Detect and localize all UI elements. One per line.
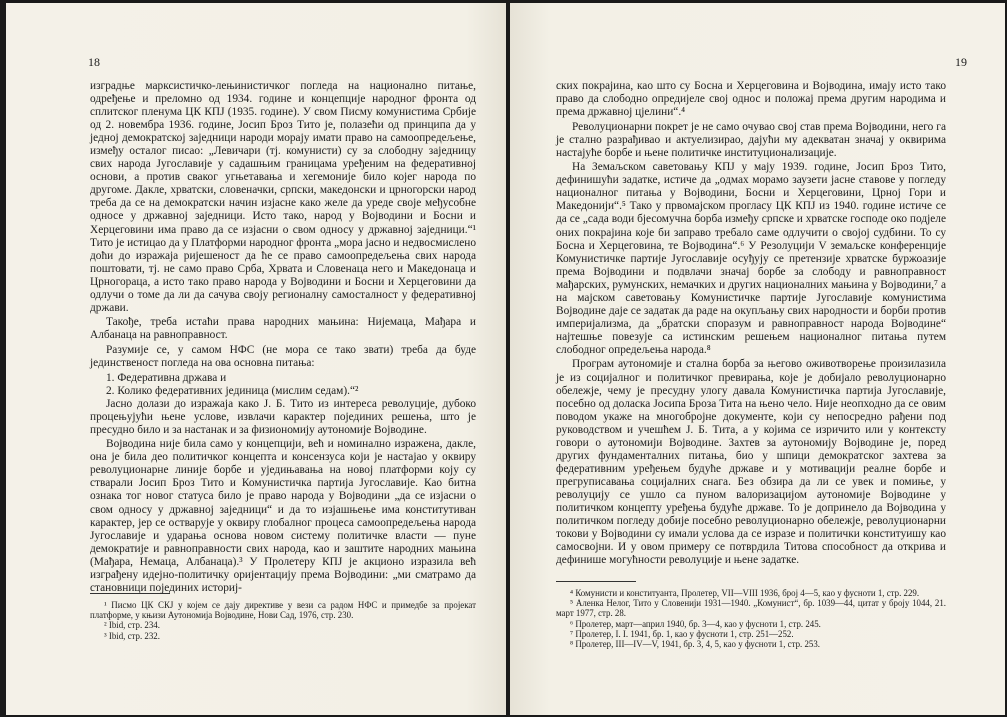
footnote: ⁴ Комунисти и конституанта, Пролетер, VII—VIII 1936, број 4—5, као у фуснoти 1, стр. 229. (570, 588, 920, 598)
left-footnotes (90, 593, 476, 641)
footnote: ³ Ibid, стр. 232. (104, 630, 160, 641)
paragraph: Јасно долази до изражаја како J. Б. Тито из интереса револуције, дубоко процењујући њене услове, извлачи карактер појединих решења, што је пресудно било и за настанак и за физиономију аутономије Војводине. (90, 397, 476, 436)
paragraph: Такође, треба истаћи права народних мањина: Нијемаца, Мађара и Албанаца на равноправност. (90, 316, 476, 342)
footnote: ⁵ Аленка Нелог, Тито у Словенији 1931—1940. „Комунист“, бр. 1039—44, цитат у броју 1044, 21. март 1977, стр. 28. (556, 598, 946, 619)
footnote: ⁷ Пролетер, I. I. 1941, бр. 1, као у фуснoти 1, стр. 251—252. (570, 628, 794, 639)
footnote-rule (556, 581, 636, 582)
paragraph: Револуционарни покрет је не само очувао свој став према Војводини, него га је стално разрађивао и актуелизирао, дајући му адекватан значај у оквирима настајуће борбе и њене политичке институционализације. (556, 120, 946, 159)
footnote: ² Ibid, стр. 234. (104, 620, 160, 631)
paragraph: Разумије се, у самом НФС (не мора се тако звати) треба да буде јединственост погледа на ова основна питања: (90, 343, 476, 369)
paragraph: ских покрајина, као што су Босна и Херцеговина и Војводина, имају исто тако право да слободно опредијеле свој однос и положај према другим народима и према државној цјелини“.⁴ (556, 80, 946, 119)
right-page (510, 3, 1005, 715)
left-body-text (90, 80, 476, 596)
footnote: ¹ Писмо ЦК СКЈ у којем се дају директиве у вези са радом НФС и примедбе за пројекат платформе, у књизи Аутономија Војводине, Нови Сад, 1976, стр. 230. (90, 600, 476, 621)
paragraph: На Земаљском саветовању КПЈ у мају 1939. године, Јосип Броз Тито, дефинишући задатке, истиче да „одмах морамо заузети јасне ставове у погледу националног питања у Војводини, Босни и Херцеговини, Црној Гори и Македонији“.⁵ Тако у првомајском прогласу ЦК КПЈ из 1940. године истиче се да се „сада води бјесомучна борба између српске и хрватске господе око подјеле оних покрајина које би заправо требало саме одлучити о својој судбини. То су Босна и Херцеговина, те Војводина“.⁶ У Резолуцији V земаљске конференције Комунистичке партије Југославије осуђују се претензије хрватске буржоазије према Војводини и подвлачи значај борбе за слободу и равноправност мађарских, румунских, немачких и других националних мањина у Војводини,⁷ а на мајском саветовању Комунистичке партије Југославије комунистима Војводине даје се задатак да раде на окупљању свих народности и борби против империјализма, да „братски споразум и равноправност народа Војводине“ најтешње повезује са истинским решењем националног питања путем слободног опредељења народа.⁸ (556, 161, 946, 356)
footnote: ⁶ Пролетер, март—април 1940, бр. 3—4, као у фуснoти 1, стр. 245. (570, 618, 821, 629)
left-page (6, 3, 506, 715)
paragraph: Програм аутономије и стална борба за његово оживотворење произилазила је из социјалног и политичког превирања, које је добијало револуционарно обележје, чему је пресудну улогу давала Комунистичка партија Југославије, посебно од доласка Јосипа Броза Тита на њено чело. Није неопходно да се овим поводом укаже на многобројне документе, који су непосредно рађени под руководством и учешћем Ј. Б. Тита, а у којима се изричито или у контексту говори о аутономији Војводине. Захтев за аутономију Војводине је, поред других фундаменталних питања, био у шпици демократског захтева за федеративним уређењем будуће државе и у мотивацији реалне борбе и прегруписавања социјалних снага. Без обзира да ли се увек и помиње, у револуцију се ушло са пуном валоризацијом аутономије Војводине у политичком концепту уређења будуће државе. То је допринело да Војводина у политичком погледу добије посебно револуционарно обележје, револуционарни токови у Војводини су имали услова да се изразе и политички конституишу као самосвојни. И у овом примеру се потврдила Титова способност да открива и дефинише могућности револуције и њене задатке. (556, 358, 946, 567)
footnote: ⁸ Пролетер, III—IV—V, 1941, бр. 3, 4, 5, као у фуснoти 1, стр. 253. (570, 639, 821, 650)
paragraph: 2. Колико федеративних јединица (мислим седам).“² (106, 384, 359, 397)
paragraph: Војводина није била само у концепцији, већ и номинално изражена, дакле, она је била део политичког концепта и консензуса који је настајао у оквиру револуционарне линије борбе и уједињавања на новој платформи коју су стварали Јосип Броз Тито и Комунистичка партија Југославије. Као битна ознака тог новог статуса било је право народа у Војводини „да се изјасни о свом односу у државној заједници“ и да то изјашњење има конститутиван карактер, јер се остварује у оквиру глобалног процеса самоопредељења народа Југославије и ударања основа новом систему политичке власти — пуне демократије и равноправности свих народа, као и заштите народних мањина (Мађара, Немаца, Албанаца).³ У Пролетеру КПЈ је акционо изразила већ изграђену идејно-политичку оријентацију према Војводини: „ми сматрамо да становници појединих историј- (90, 438, 476, 594)
paragraph: 1. Федеративна држава и (106, 371, 227, 384)
right-body-text (556, 80, 946, 569)
footnote-rule (90, 593, 170, 594)
right-footnotes (556, 581, 946, 649)
page-number-right: 19 (955, 55, 967, 69)
paragraph: изградње марксистичко-лењинистичког погледа на национално питање, одређење и преломно од 1934. године и концепције народног фронта од сплитског пленума ЦК КПЈ (1935. године). У свом Писму комунистима Србије од 2. новембра 1936. године, Јосип Броз Тито је, полазећи од принципа да у једној демократској заједници народи морају имати право на самоопредељење, између осталог писао: „Левичари (тј. комунисти) су за слободну заједницу свих народа Југославије у садашњим границама уређеним на федеративној основи, а против сваког угњетавања и хегемоније било којег народа по другоме. Дакле, хрватски, словеначки, српски, македонски и црногорски народ треба да се на демократски начин изјасне како желе да уреде своје међусобне односе у државној заједници. Исто тако, народ у Војводини и Босни и Херцеговини има право да се изјасни о свом односу у државној заједници.“¹ Тито је истицао да у Платформи народног фронта „мора јасно и недвосмислено доћи до изражаја ријешеност да ће се право самоопредељења свих народа поштовати, тј. не само право Срба, Хрвата и Словенаца него и Македонаца и Црногораца, а исто тако право народа у Војводини и Босни и Херцеговини да одлучи о томе да ли да сачува своју регионалну самосталност у федеративној држави. (90, 80, 476, 314)
page-number-left: 18 (88, 55, 100, 69)
